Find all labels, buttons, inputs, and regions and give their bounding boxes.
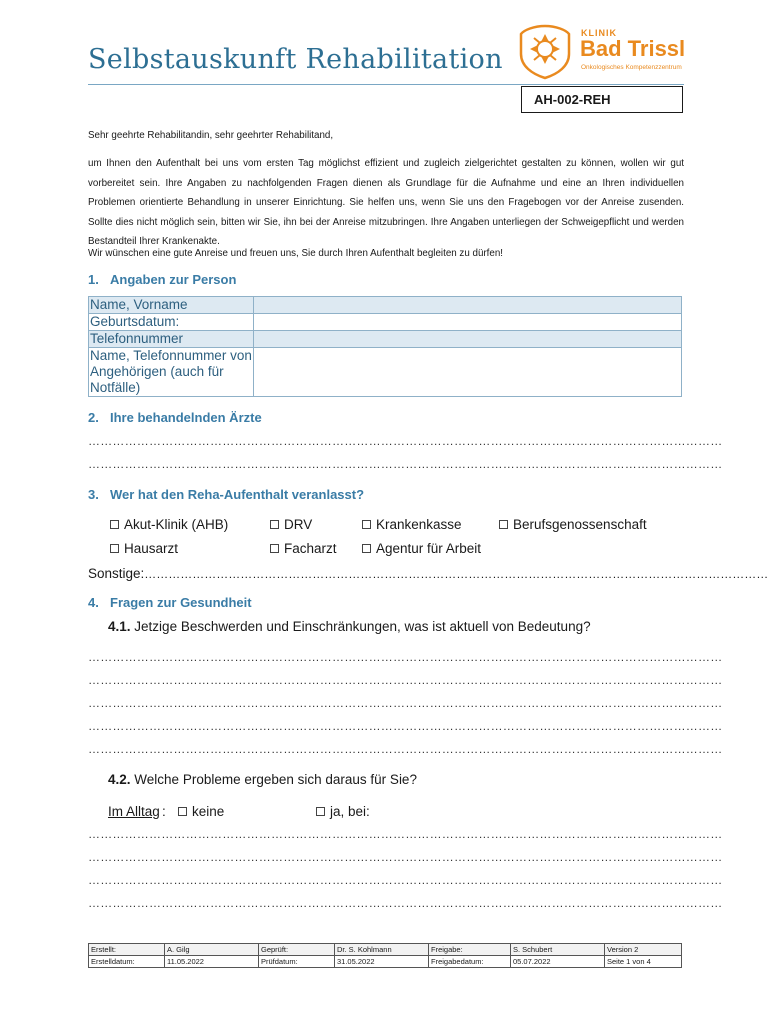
option-hausarzt[interactable]: Hausarzt [110, 541, 178, 556]
doctors-line-2[interactable]: ………………………………………………………………………………………………………………………………………… [88, 457, 723, 471]
greeting-text: Sehr geehrte Rehabilitandin, sehr geehrter Rehabilitand, [88, 130, 334, 141]
section-number: 3. [88, 487, 99, 502]
checkbox-icon [270, 520, 279, 529]
section-title: Angaben zur Person [110, 272, 237, 287]
relatives-label: Name, Telefonnummer von Angehörigen (auch für Notfälle) [90, 348, 252, 395]
release-label: Freigabe: [429, 944, 511, 956]
checkbox-icon [362, 520, 371, 529]
section-number: 4. [88, 595, 99, 610]
title-divider [88, 84, 684, 85]
table-row [89, 944, 682, 956]
created-date: 11.05.2022 [165, 956, 259, 968]
person-details-table [88, 296, 682, 397]
everyday-label: Im Alltag [108, 804, 160, 819]
name-field[interactable] [254, 297, 682, 314]
checkbox-icon [110, 544, 119, 553]
other-label: Sonstige: [88, 566, 145, 581]
checked-date: 31.05.2022 [335, 956, 429, 968]
section-title: Ihre behandelnden Ärzte [110, 410, 262, 425]
table-row [89, 297, 682, 314]
checkbox-icon [110, 520, 119, 529]
clinic-emblem-icon [516, 24, 574, 80]
option-krankenkasse[interactable]: Krankenkasse [362, 517, 462, 532]
complaints-line-3[interactable]: ………………………………………………………………………………………………………………………………………… [88, 696, 723, 710]
section-title: Wer hat den Reha-Aufenthalt veranlasst? [110, 487, 365, 502]
everyday-line-4[interactable]: ………………………………………………………………………………………………………………………………………… [88, 896, 723, 910]
checked-label: Geprüft: [259, 944, 335, 956]
question-number: 4.2. [108, 772, 131, 787]
section-2-heading [88, 410, 262, 425]
everyday-line-1[interactable]: ………………………………………………………………………………………………………………………………………… [88, 827, 723, 841]
birthdate-label: Geburtsdatum: [89, 314, 254, 331]
everyday-line-2[interactable]: ………………………………………………………………………………………………………………………………………… [88, 850, 723, 864]
question-number: 4.1. [108, 619, 131, 634]
table-row [89, 348, 682, 397]
created-label: Erstellt: [89, 944, 165, 956]
complaints-line-2[interactable]: ………………………………………………………………………………………………………………………………………… [88, 673, 723, 687]
birthdate-field[interactable] [254, 314, 682, 331]
created-by: A. Gilg [165, 944, 259, 956]
option-everyday-yes[interactable]: ja, bei: [316, 804, 370, 819]
document-code-box: AH-002-REH [521, 86, 683, 113]
complaints-line-5[interactable]: ………………………………………………………………………………………………………………………………………… [88, 742, 723, 756]
option-drv[interactable]: DRV [270, 517, 312, 532]
page-number: Seite 1 von 4 [605, 956, 682, 968]
option-everyday-none[interactable]: keine [178, 804, 224, 819]
question-text: Welche Probleme ergeben sich daraus für Sie? [134, 772, 417, 787]
phone-field[interactable] [254, 331, 682, 348]
table-row [89, 314, 682, 331]
option-berufsgenossenschaft[interactable]: Berufsgenossenschaft [499, 517, 647, 532]
option-agentur-fuer-arbeit[interactable]: Agentur für Arbeit [362, 541, 481, 556]
everyday-colon: : [162, 804, 166, 819]
section-number: 1. [88, 272, 99, 287]
logo-klinik-text: KLINIK [581, 28, 617, 38]
created-date-label: Erstelldatum: [89, 956, 165, 968]
version-text: Version 2 [605, 944, 682, 956]
checkbox-icon [499, 520, 508, 529]
release-date-label: Freigabedatum: [429, 956, 511, 968]
relatives-field[interactable] [254, 348, 682, 397]
section-1-heading [88, 272, 236, 287]
everyday-line-3[interactable]: ………………………………………………………………………………………………………………………………………… [88, 873, 723, 887]
closing-text: Wir wünschen eine gute Anreise und freuen uns, Sie durch Ihren Aufenthalt begleiten zu dürfen! [88, 248, 504, 259]
doctors-line-1[interactable]: ………………………………………………………………………………………………………………………………………… [88, 434, 723, 448]
phone-label: Telefonnummer [89, 331, 254, 348]
option-akut-klinik[interactable]: Akut-Klinik (AHB) [110, 517, 228, 532]
name-label: Name, Vorname [89, 297, 254, 314]
released-by: S. Schubert [511, 944, 605, 956]
section-3-heading [88, 487, 364, 502]
checkbox-icon [178, 807, 187, 816]
release-date: 05.07.2022 [511, 956, 605, 968]
section-number: 2. [88, 410, 99, 425]
table-row [89, 331, 682, 348]
document-control-footer [88, 943, 682, 968]
complaints-line-1[interactable]: ………………………………………………………………………………………………………………………………………… [88, 650, 723, 664]
logo-subtitle-text: Onkologisches Kompetenzzentrum [581, 64, 682, 71]
section-title: Fragen zur Gesundheit [110, 595, 252, 610]
question-4-1 [108, 619, 591, 634]
question-text: Jetzige Beschwerden und Einschränkungen, was ist aktuell von Bedeutung? [134, 619, 591, 634]
checkbox-icon [316, 807, 325, 816]
other-field[interactable]: Sonstige:………………………………………………………………………………………………………………………………………… [88, 566, 769, 581]
table-row [89, 956, 682, 968]
section-4-heading [88, 595, 252, 610]
checkbox-icon [362, 544, 371, 553]
complaints-line-4[interactable]: ………………………………………………………………………………………………………………………………………… [88, 719, 723, 733]
question-4-2 [108, 772, 417, 787]
checkbox-icon [270, 544, 279, 553]
checked-date-label: Prüfdatum: [259, 956, 335, 968]
option-facharzt[interactable]: Facharzt [270, 541, 337, 556]
logo-name-text: Bad Trissl [580, 36, 686, 61]
intro-paragraph: um Ihnen den Aufenthalt bei uns vom ersten Tag möglichst effizient und zugleich zielgerichtet gestalten zu können, wollen wir gut vorbereitet sein. Ihre Angaben zu nachfolgenden Fragen dienen als Grundlage für die Aufnahme und eine an Ihren individuellen Problemen orientierte Behandlung in unserer Einrichtung. Sie helfen uns, wenn Sie uns den Fragebogen vor der Anreise zusenden. Sollte dies nicht möglich sein, bitten wir Sie, ihn bei der Anreise mitzubringen. Ihre Angaben unterliegen der Schweigepflicht und werden Bestandteil Ihrer Krankenakte. [88, 158, 684, 247]
clinic-logo [516, 24, 686, 80]
page-title: Selbstauskunft Rehabilitation [88, 44, 503, 75]
checked-by: Dr. S. Kohlmann [335, 944, 429, 956]
